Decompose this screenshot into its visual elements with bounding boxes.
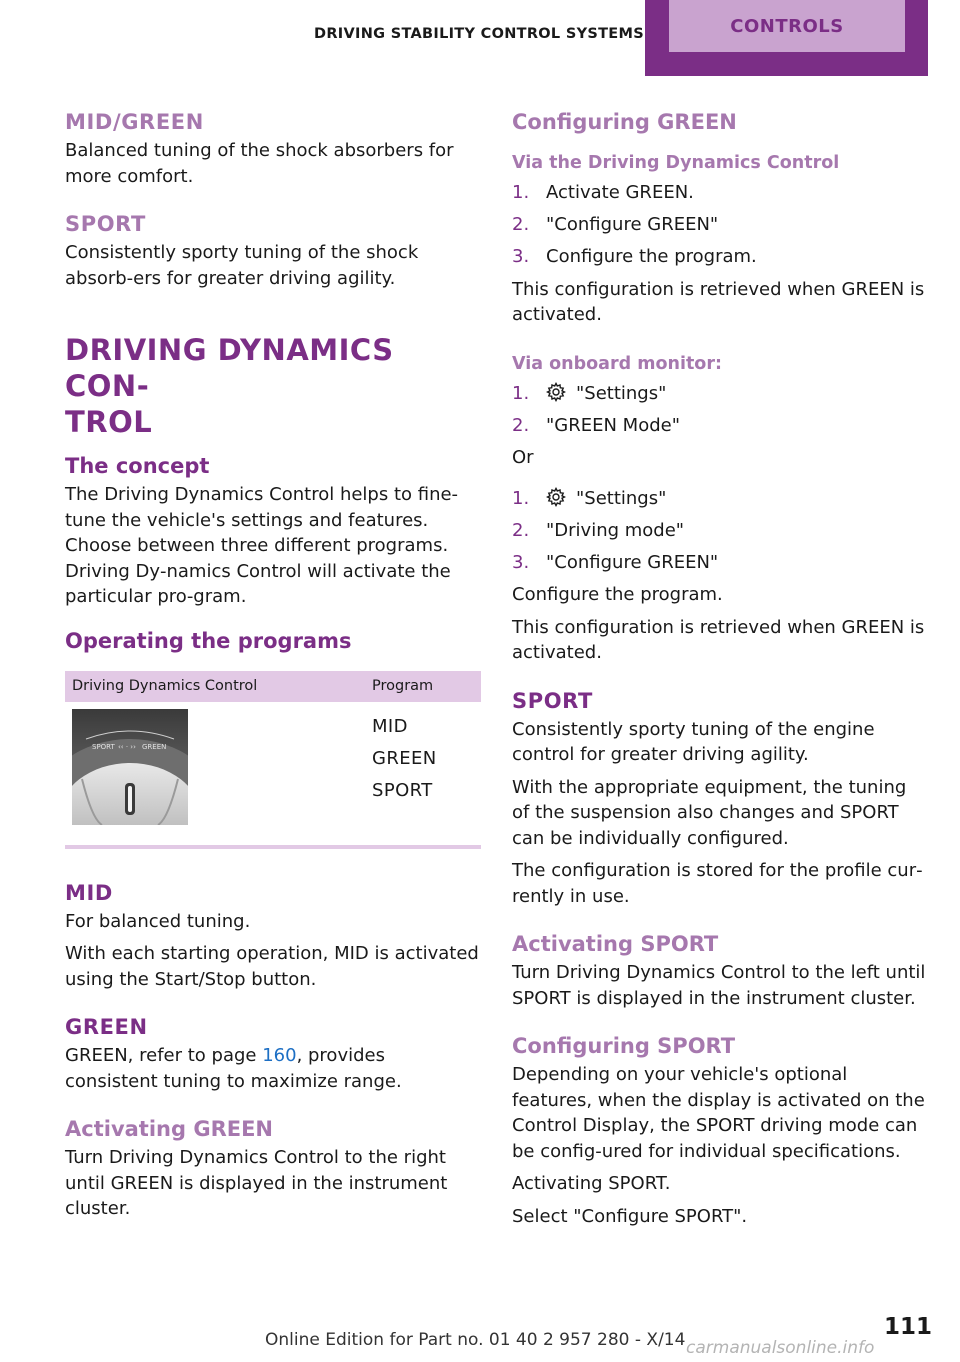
monitor-steps-a [512,381,928,439]
configuring-sport-text: Depending on your vehicle's optional features, when the display is activated on the Control Display, the SPORT driving mode can be config‐ured for individual specifications. [512,1064,925,1162]
heading-ddc-line2: TROL [65,405,153,439]
heading-driving-dynamics-control [65,332,481,440]
program-green: GREEN [372,747,437,769]
page-link-160[interactable]: 160 [262,1045,297,1066]
configure-program-text: Configure the program. [512,584,723,605]
list-item: 3. Configure the program. [512,246,757,267]
chapter-tab-label: CONTROLS [669,0,905,52]
sport-text-1: Consistently sporty tuning of the engine control for greater driving agility. [512,718,875,765]
list-item: 1. "Settings" [512,487,667,509]
page-number: 111 [884,1314,933,1340]
sport-shock-text: Consistently sporty tuning of the shock absorb‐ers for greater driving agility. [65,242,419,289]
activating-sport-text: Turn Driving Dynamics Control to the left until SPORT is displayed in the instrument cluster. [512,962,926,1009]
green-text-pre: GREEN, refer to page [65,1045,263,1066]
or-text: Or [512,447,534,468]
heading-ddc-line1: DRIVING DYNAMICS CON‐ [65,333,394,403]
heading-configuring-green: Configuring GREEN [512,110,737,134]
left-column [65,108,481,1229]
program-sport: SPORT [372,779,433,801]
right-column [512,108,928,1236]
svg-text:‹‹ · ››: ‹‹ · ›› [118,742,136,751]
green-text-post: , provides consistent tuning to maximize range. [65,1045,402,1092]
mid-text-2: With each starting operation, MID is activated using the Start/Stop button. [65,943,479,990]
list-item: 2. "GREEN Mode" [512,414,680,436]
sport-text-3: The configuration is stored for the profile cur‐rently in use. [512,860,923,907]
sport-text-2: With the appropriate equipment, the tuning of the suspension also changes and SPORT can be individually configured. [512,776,907,849]
list-item: 2. "Configure GREEN" [512,214,719,235]
heading-via-ddc: Via the Driving Dynamics Control [512,153,840,173]
heading-operating-programs: Operating the programs [65,628,352,653]
chapter-tab [645,0,928,76]
table-cell-programs [365,702,481,847]
heading-mid: MID [65,880,113,905]
table-header-program: Program [365,671,481,702]
programs-table [65,671,481,849]
heading-activating-green: Activating GREEN [65,1117,274,1141]
watermark: carmanualsonline.info [686,1338,875,1358]
heading-green: GREEN [65,1015,148,1039]
driving-dynamics-control-dial-image [72,709,188,825]
heading-sport-engine: SPORT [512,688,593,713]
settings-gear-icon [546,382,566,402]
heading-activating-sport: Activating SPORT [512,932,719,956]
via-ddc-steps [512,180,928,270]
table-header-ddc: Driving Dynamics Control [65,671,365,702]
concept-text: The Driving Dynamics Control helps to fine‐tune the vehicle's settings and features. Choose between three different programs. Driving Dy‐namics Control will activate the particular pro‐gram. [65,484,459,607]
list-item: 2. "Driving mode" [512,519,685,541]
list-item: 3. "Configure GREEN" [512,551,719,573]
mid-text-1: For balanced tuning. [65,910,251,932]
activating-green-text: Turn Driving Dynamics Control to the right until GREEN is displayed in the instrument cluster. [65,1147,448,1219]
program-mid: MID [372,715,408,737]
heading-configuring-sport: Configuring SPORT [512,1034,736,1058]
list-item: 1. "Settings" [512,382,667,404]
mid-green-text: Balanced tuning of the shock absorbers for more comfort. [65,140,454,187]
heading-mid-green: MID/GREEN [65,110,204,134]
retrieved-text-2: This configuration is retrieved when GREEN is activated. [512,616,925,663]
running-header-section: DRIVING STABILITY CONTROL SYSTEMS [314,26,644,42]
activating-sport-short: Activating SPORT. [512,1173,671,1194]
settings-gear-icon [546,487,566,507]
dial-label-green: GREEN [142,742,167,751]
dial-label-sport: SPORT [92,742,115,751]
footer-edition: Online Edition for Part no. 01 40 2 957 280 - X/14 [265,1330,686,1350]
table-cell-image [65,702,365,847]
list-item: 1. Activate GREEN. [512,182,694,203]
retrieved-text: This configuration is retrieved when GREEN is activated. [512,278,925,325]
monitor-steps-b [512,486,928,576]
heading-sport-shock: SPORT [65,212,146,236]
heading-via-onboard-monitor: Via onboard monitor: [512,353,722,374]
green-text [65,1043,481,1094]
select-configure-sport: Select "Configure SPORT". [512,1205,748,1227]
heading-the-concept: The concept [65,454,210,478]
